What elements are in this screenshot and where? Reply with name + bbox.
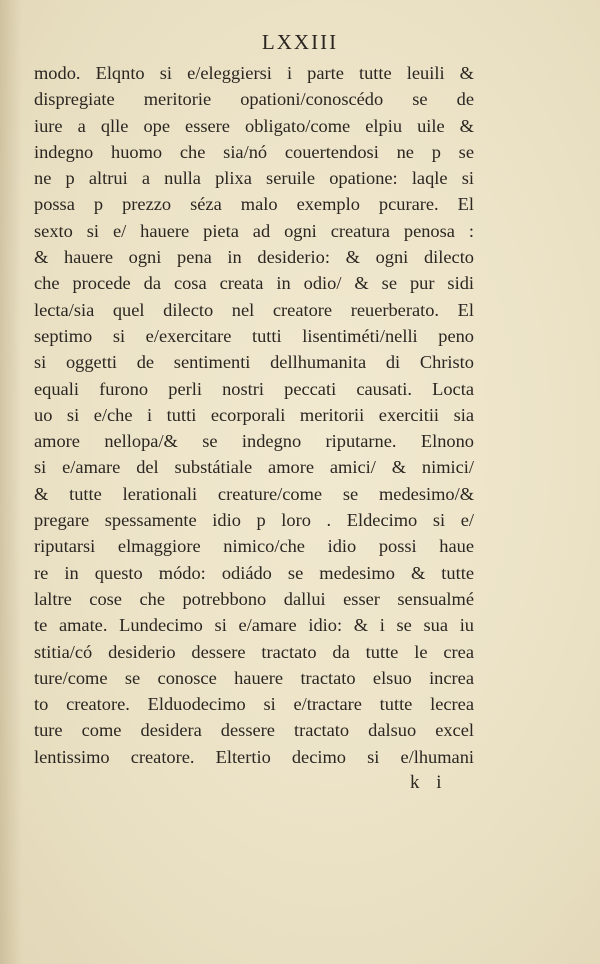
text-block (34, 60, 474, 770)
text-line: iure a qlle ope essere obligato/come elpiu uile & (34, 115, 474, 136)
text-line: lentissimo creatore. Eltertio decimo si e/lhumani (34, 746, 474, 767)
text-line: ture come desidera dessere tractato dalsuo excel (34, 720, 474, 741)
text-line: lecta/sia quel dilecto nel creatore reuerberato. El (34, 299, 474, 320)
text-line: to creatore. Elduodecimo si e/tractare tutte lecrea (34, 694, 474, 715)
text-line: si oggetti de sentimenti dellhumanita di Christo (34, 352, 474, 373)
text-line: pregare spessamente idio p loro . Eldecimo si e/ (34, 510, 474, 531)
text-line: sexto si e/ hauere pieta ad ogni creatura penosa : (34, 220, 474, 241)
signature-mark: k i (410, 772, 448, 793)
text-line: ture/come se conosce hauere tractato elsuo increa (34, 667, 474, 688)
text-line: te amate. Lundecimo si e/amare idio: & i se sua iu (34, 615, 474, 636)
text-line: amore nellopa/& se indegno riputarne. Elnono (34, 431, 474, 452)
text-line: re in questo módo: odiádo se medesimo & tutte (34, 562, 474, 583)
text-line: ne p altrui a nulla plixa seruile opatione: laqle si (34, 168, 474, 189)
text-line: & tutte lerationali creature/come se medesimo/& (34, 483, 474, 504)
text-line: laltre cose che potrebbono dallui esser sensualmé (34, 588, 474, 609)
text-line: uo si e/che i tutti ecorporali meritorii exercitii sia (34, 404, 474, 425)
text-line: modo. Elqnto si e/eleggiersi i parte tutte leuili & (34, 63, 474, 83)
text-line: equali furono perli nostri peccati causati. Locta (34, 378, 474, 399)
text-line: & hauere ogni pena in desiderio: & ogni dilecto (34, 247, 474, 268)
text-line: possa p prezzo séza malo exemplo pcurare. El (34, 194, 474, 215)
text-line: stitia/có desiderio dessere tractato da tutte le crea (34, 641, 474, 662)
gutter-shadow (0, 0, 22, 964)
text-line: riputarsi elmaggiore nimico/che idio possi haue (34, 536, 474, 557)
text-line: si e/amare del substátiale amore amici/ & nimici/ (34, 457, 474, 478)
text-line: che procede da cosa creata in odio/ & se pur sidi (34, 273, 474, 294)
text-line: dispregiate meritorie opationi/conoscédo se de (34, 89, 474, 110)
text-line: indegno huomo che sia/nó couertendosi ne p se (34, 141, 474, 162)
text-line: septimo si e/exercitare tutti lisentiméti/nelli peno (34, 325, 474, 346)
folio-number: LXXIII (261, 30, 339, 54)
